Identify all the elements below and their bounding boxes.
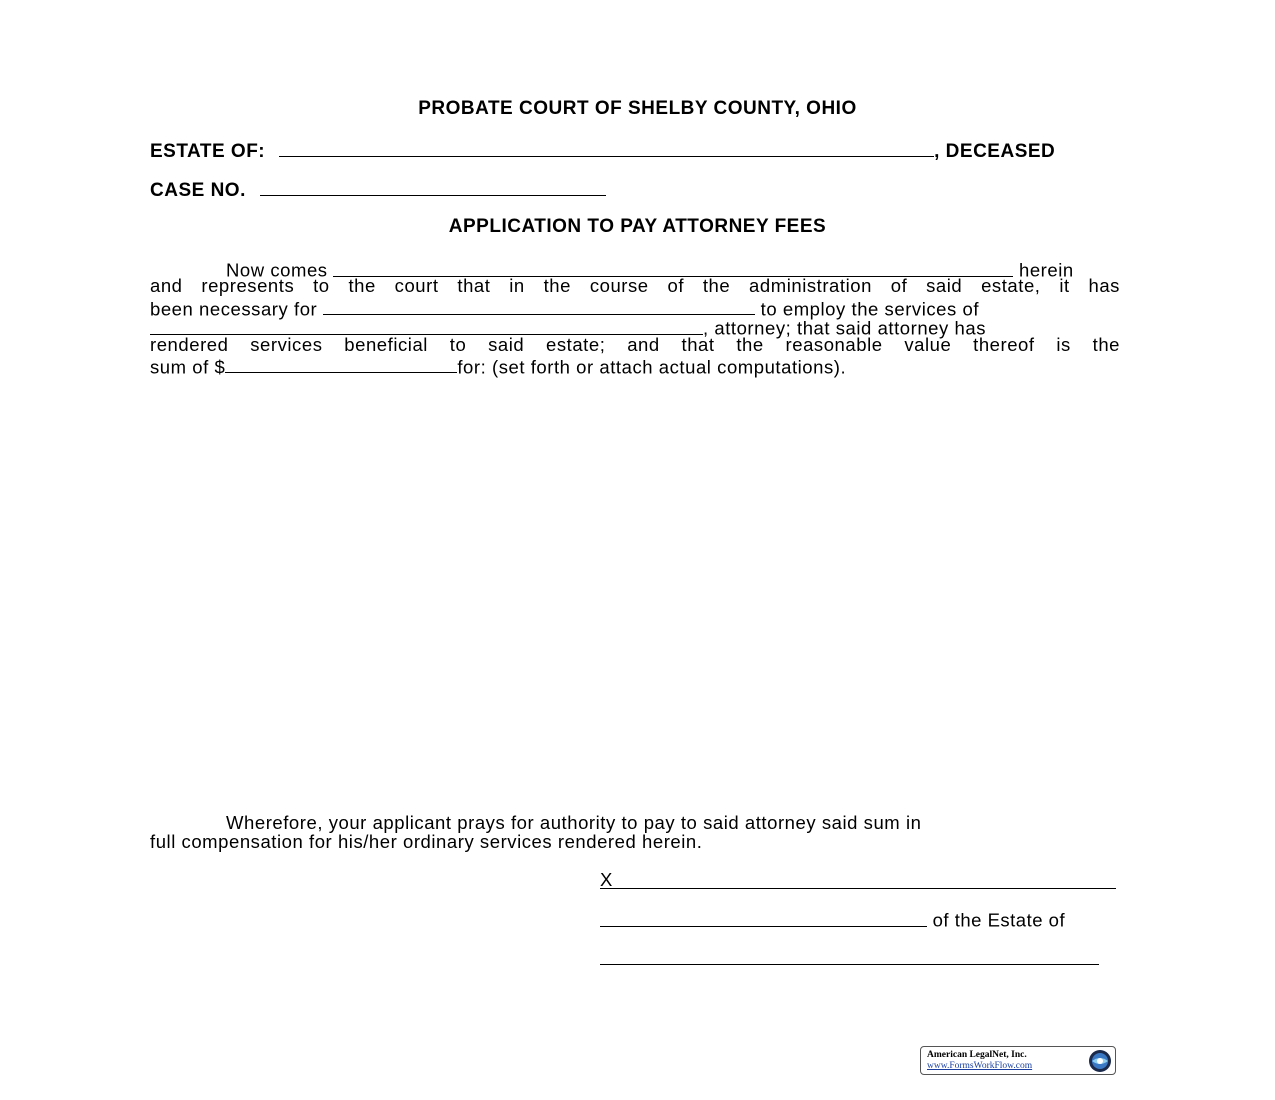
capacity-field[interactable] — [600, 907, 927, 927]
capacity-line — [600, 907, 1065, 932]
estate-label: ESTATE OF: — [150, 141, 266, 162]
signature-field[interactable] — [600, 869, 1116, 889]
paragraph-line: been necessary for to employ the services of — [150, 296, 1120, 315]
application-paragraph — [150, 257, 1120, 378]
capacity-suffix: of the Estate of — [932, 909, 1066, 931]
paragraph-line: rendered services beneficial to said estate; and that the reasonable value thereof is the — [150, 333, 1120, 355]
closing-paragraph — [150, 813, 1120, 852]
attorney-name-field[interactable] — [150, 315, 703, 335]
court-title: PROBATE COURT OF SHELBY COUNTY, OHIO — [418, 98, 857, 119]
paragraph-line: , attorney; that said attorney has — [150, 315, 1120, 334]
applicant-name-field[interactable] — [333, 257, 1013, 277]
case-number-field[interactable] — [260, 176, 606, 196]
estate-of-field[interactable] — [600, 964, 1099, 965]
paragraph-line: full compensation for his/her ordinary services rendered herein. — [150, 831, 703, 853]
case-label: CASE NO. — [150, 180, 246, 201]
signature-x-mark: X — [600, 869, 613, 890]
employer-name-field[interactable] — [323, 296, 755, 316]
logo-company-name: American LegalNet, Inc. — [927, 1050, 1027, 1060]
estate-line — [150, 137, 1055, 163]
logo-url-link[interactable]: www.FormsWorkFlow.com — [927, 1061, 1033, 1071]
american-legalnet-logo[interactable] — [920, 1046, 1116, 1075]
estate-name-field[interactable] — [279, 137, 934, 157]
paragraph-line: Wherefore, your applicant prays for authority to pay to said attorney said sum in — [226, 812, 922, 833]
fee-amount-field[interactable] — [225, 354, 457, 374]
paragraph-line: sum of $ for: (set forth or attach actual computations). — [150, 354, 1120, 373]
deceased-label: , DECEASED — [934, 141, 1056, 162]
case-line — [150, 176, 606, 202]
paragraph-line: Now comes herein — [150, 257, 1120, 276]
form-title: APPLICATION TO PAY ATTORNEY FEES — [448, 216, 827, 237]
globe-icon — [1088, 1049, 1112, 1073]
paragraph-line: and represents to the court that in the course of the administration of said estate, it has — [150, 275, 1120, 297]
